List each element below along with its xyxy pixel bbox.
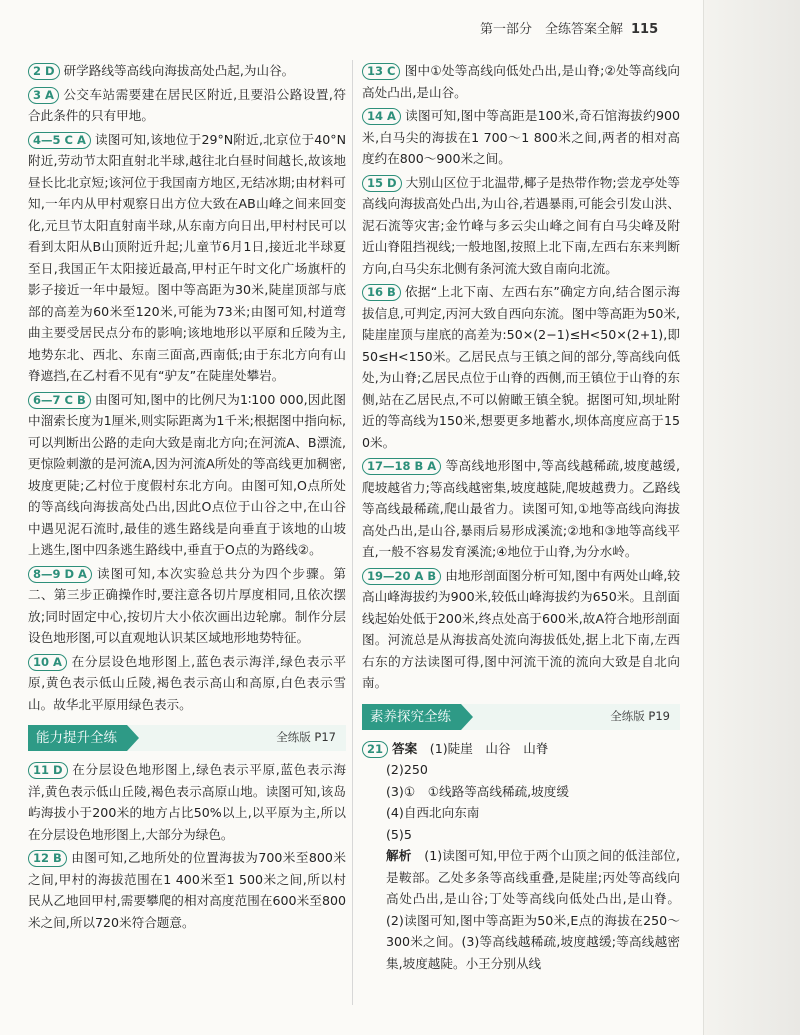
- answer-tag: 17—18 B A: [362, 458, 441, 475]
- answer-tag: 21: [362, 741, 388, 758]
- section-title: 素养探究全练: [362, 704, 461, 730]
- answer-item: [28, 847, 346, 933]
- page-edge: [703, 0, 800, 1035]
- q21-answer-header: [362, 738, 680, 760]
- answer-tag: 4—5 C A: [28, 132, 91, 149]
- q21-line: (4)自西北向东南: [386, 805, 480, 820]
- q21-analysis-text: (1)读图可知,甲位于两个山顶之间的低洼部位,是鞍部。乙处多条等高线重叠,是陡崖;丙处等高线向高处凸出,是山谷;丁处等高线向低处凸出,是山脊。(2)读图可知,图中等高距为50米,E点的海拔在250～300米之间。(3)等高线越稀疏,坡度越缓;等高线越密集,坡度越陡。小王分别从线: [386, 848, 681, 971]
- answer-text: 公交车站需要建在居民区附近,且要沿公路设置,符合此条件的只有甲地。: [28, 86, 346, 123]
- section-literacy: [362, 704, 680, 730]
- left-column: [28, 60, 346, 935]
- answer-text: 读图可知,图中等高距是100米,奇石馆海拔约900米,白马尖的海拔在1 700～1 800米之间,两者的相对高度约在800～900米之间。: [362, 108, 680, 166]
- q21-line: (3)① ①线路等高线稀疏,坡度缓: [386, 783, 569, 799]
- answer-text: 由图可知,乙地所处的位置海拔为700米至800米之间,甲村的海拔范围在1 400米至1 500米之间,所以村民从乙地回甲村,需要攀爬的相对高度范围在600米至800米之间,所以720米符合题意。: [28, 850, 346, 930]
- answer-item: [28, 389, 346, 561]
- answer-text: 读图可知,本次实验总共分为四个步骤。第二、第三步正确操作时,要注意各切片厚度相同,且依次摆放;同时固定中心,按切片大小依次画出边轮廓。制作分层设色地形图,可以直观地认识某区域地形地势特征。: [28, 565, 346, 645]
- answer-text: 由图可知,图中的比例尺为1∶100 000,因此图中溜索长度为1厘米,则实际距离为1千米;根据图中指向标,可以判断出公路的走向大致是南北方向;在河流A、B漂流,更惊险刺激的是河流A,因为河流A所处的等高线更加稠密,坡度更陡;乙村位于度假村东北方向。由图可知,O点所处的等高线向海拔高处凸出,因此O点位于山谷之中,在山谷中遇见泥石流时,最佳的逃生路线是向垂直于该地的山坡上逃生,图中四条逃生路线中,垂直于O点的为路线②。: [28, 391, 346, 557]
- q21-line: (1)陡崖 山谷 山脊: [429, 740, 549, 756]
- section-title: 能力提升全练: [28, 725, 127, 751]
- answer-tag: 2 D: [28, 63, 60, 80]
- q21-line: (5)5: [386, 826, 412, 842]
- q21-answer-label: 答案: [392, 740, 418, 756]
- answer-item: [28, 759, 346, 845]
- page-number: 115: [631, 22, 659, 37]
- answer-text: 等高线地形图中,等高线越稀疏,坡度越缓,爬坡越省力;等高线越密集,坡度越陡,爬坡越费力。乙路线等高线最稀疏,爬山最省力。读图可知,①地等高线向海拔高处凸出,是山谷,暴雨后易形成溪流;②地和③地等高线平直,一般不容易发育溪流;④地位于山脊,为分水岭。: [362, 458, 680, 559]
- answer-text: 在分层设色地形图上,绿色表示平原,蓝色表示海洋,黄色表示低山丘陵,褐色表示高原山地。读图可知,该岛屿海拔小于200米的地方占比50%以上,以平原为主,所以在分层设色地形图上,大部分为绿色。: [28, 762, 346, 842]
- right-column: [362, 60, 680, 976]
- answer-item: [362, 105, 680, 170]
- answer-item: [362, 455, 680, 563]
- answer-item: [28, 563, 346, 649]
- answer-tag: 10 A: [28, 654, 67, 671]
- section-ability: [28, 725, 346, 751]
- answer-tag: 16 B: [362, 284, 401, 301]
- answer-item: [28, 129, 346, 387]
- answer-tag: 8—9 D A: [28, 566, 92, 583]
- answer-item: [362, 60, 680, 103]
- answer-item: [28, 84, 346, 127]
- answer-text: 在分层设色地形图上,蓝色表示海洋,绿色表示平原,黄色表示低山丘陵,褐色表示高山和高原,白色表示雪山。故华北平原用绿色表示。: [28, 653, 346, 712]
- answer-item: [362, 172, 680, 280]
- q21-analysis: [362, 845, 680, 974]
- answer-tag: 19—20 A B: [362, 568, 441, 585]
- answer-text: 大别山区位于北温带,椰子是热带作物;尝龙亭处等高线向海拔高处凸出,为山谷,若遇暴雨,可能会引发山洪、泥石流等灾害;金竹峰与多云尖山峰之间有白马尖峰及附近山脊阻挡视线;一般地图,按照上北下南,左西右东来判断方向,白马尖东北侧有条河流大致自南向北流。: [362, 174, 680, 276]
- header-part: 第一部分 全练答案全解: [480, 22, 624, 37]
- answer-item: [362, 565, 680, 694]
- answer-tag: 14 A: [362, 108, 401, 125]
- page-header: [480, 18, 720, 37]
- answer-text: 依据“上北下南、左西右东”确定方向,结合图示海拔信息,可判定,丙河大致自西向东流。图中等高距为50米,陡崖崖顶与崖底的高差为:50×(2−1)≤H<50×(2+1),即50≤H<150米。乙居民点与王镇之间的部分,等高线向低处,为山脊;乙居民点位于山脊的西侧,而王镇位于山脊的东侧,站在乙居民点,不可以俯瞰王镇全貌。据图可知,坝址附近的等高线为150米,想要更多地蓄水,坝体高度应高于150米。: [362, 284, 680, 450]
- answer-text: 由地形剖面图分析可知,图中有两处山峰,较高山峰海拔约为900米,较低山峰海拔约为650米。且剖面线起始处低于200米,终点处高于600米,故A符合地形剖面图。河流总是从海拔高处流向海拔低处,据上北下南,左西右东的方法读图可得,图中河流干流的流向大致是自北向南。: [362, 567, 680, 690]
- answer-tag: 3 A: [28, 87, 59, 104]
- section-ref: 全练版 P19: [610, 708, 670, 723]
- section-ref: 全练版 P17: [276, 730, 336, 745]
- answer-text: 研学路线等高线向海拔高处凸起,为山谷。: [63, 63, 295, 78]
- answer-tag: 11 D: [28, 762, 68, 779]
- answer-tag: 6—7 C B: [28, 392, 91, 409]
- q21-line: (2)250: [386, 762, 428, 777]
- answer-tag: 15 D: [362, 175, 402, 192]
- q21-analysis-label: 解析: [386, 848, 412, 863]
- answer-tag: 12 B: [28, 850, 67, 867]
- column-divider: [352, 60, 353, 1005]
- answer-item: [362, 281, 680, 453]
- answer-tag: 13 C: [362, 63, 400, 80]
- answer-item: [28, 60, 346, 82]
- answer-text: 图中①处等高线向低处凸出,是山脊;②处等高线向高处凸出,是山谷。: [362, 63, 680, 100]
- answer-text: 读图可知,该地位于29°N附近,北京位于40°N附近,劳动节太阳直射北半球,越往北白昼时间越长,故该地昼长比北京短;该河位于我国南方地区,无结冰期;由材料可知,一年内从甲村观察日出方位大致在AB山峰之间来回变化,元旦节太阳直射南半球,从东南方向日出,甲村村民可以看到太阳从B山顶附近升起;儿童节6月1日,接近北半球夏至日,我国正午太阳接近最高,甲村正午时文化广场旗杆的影子接近一年中最短。图中等高距为30米,陡崖顶部与底部的高差为60米至120米,可能为73米;由图可知,村道弯曲主要受居民点分布的影响;该地地形以平原和丘陵为主,地势东北、西北、东南三面高,西南低;由于东北方向有山脊遮挡,在乙村看不见有“驴友”在陡崖处攀岩。: [28, 131, 346, 383]
- answer-item: [28, 651, 346, 716]
